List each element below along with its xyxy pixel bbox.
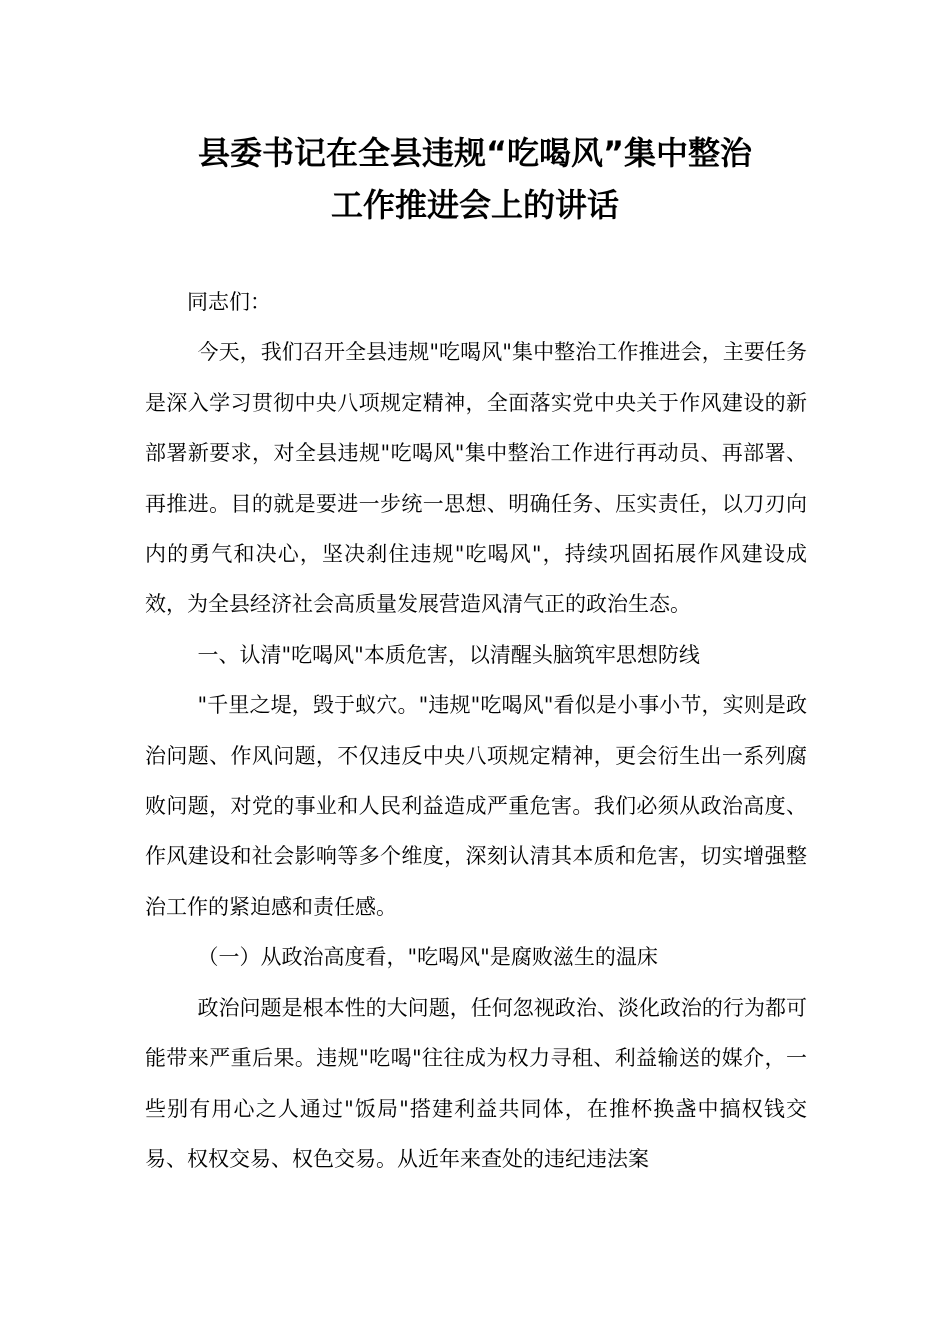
- greeting: 同志们：: [187, 290, 271, 314]
- paragraph-intro: 今天，我们召开全县违规"吃喝风"集中整治工作推进会，主要任务是深入学习贯彻中央八项规定精神，全面落实党中央关于作风建设的新部署新要求，对全县违规"吃喝风"集中整治工作进行再动员、再部署、再推进。目的就是要进一步统一思想、明确任务、压实责任，以刀刃向内的勇气和决心，坚决刹住违规"吃喝风"，持续巩固拓展作风建设成效，为全县经济社会高质量发展营造风清气正的政治生态。: [145, 340, 807, 617]
- document-title-line-1: 县委书记在全县违规“吃喝风”集中整治: [197, 134, 753, 172]
- section-heading-1: 一、认清"吃喝风"本质危害，以清醒头脑筑牢思想防线: [197, 642, 700, 667]
- document-body: [145, 277, 807, 1184]
- paragraph-section-1: "千里之堤，毁于蚁穴。"违规"吃喝风"看似是小事小节，实则是政治问题、作风问题，不仅违反中央八项规定精神，更会衍生出一系列腐败问题，对党的事业和人民利益造成严重危害。我们必须从政治高度、作风建设和社会影响等多个维度，深刻认清其本质和危害，切实增强整治工作的紧迫感和责任感。: [145, 693, 807, 919]
- subsection-heading-1: （一）从政治高度看，"吃喝风"是腐败滋生的温床: [197, 945, 658, 970]
- paragraph-subsection-1: 政治问题是根本性的大问题，任何忽视政治、淡化政治的行为都可能带来严重后果。违规"吃喝"往往成为权力寻租、利益输送的媒介，一些别有用心之人通过"饭局"搭建利益共同体，在推杯换盏中搞权钱交易、权权交易、权色交易。从近年来查处的违纪违法案: [145, 995, 807, 1171]
- document-title-line-2: 工作推进会上的讲话: [330, 186, 619, 224]
